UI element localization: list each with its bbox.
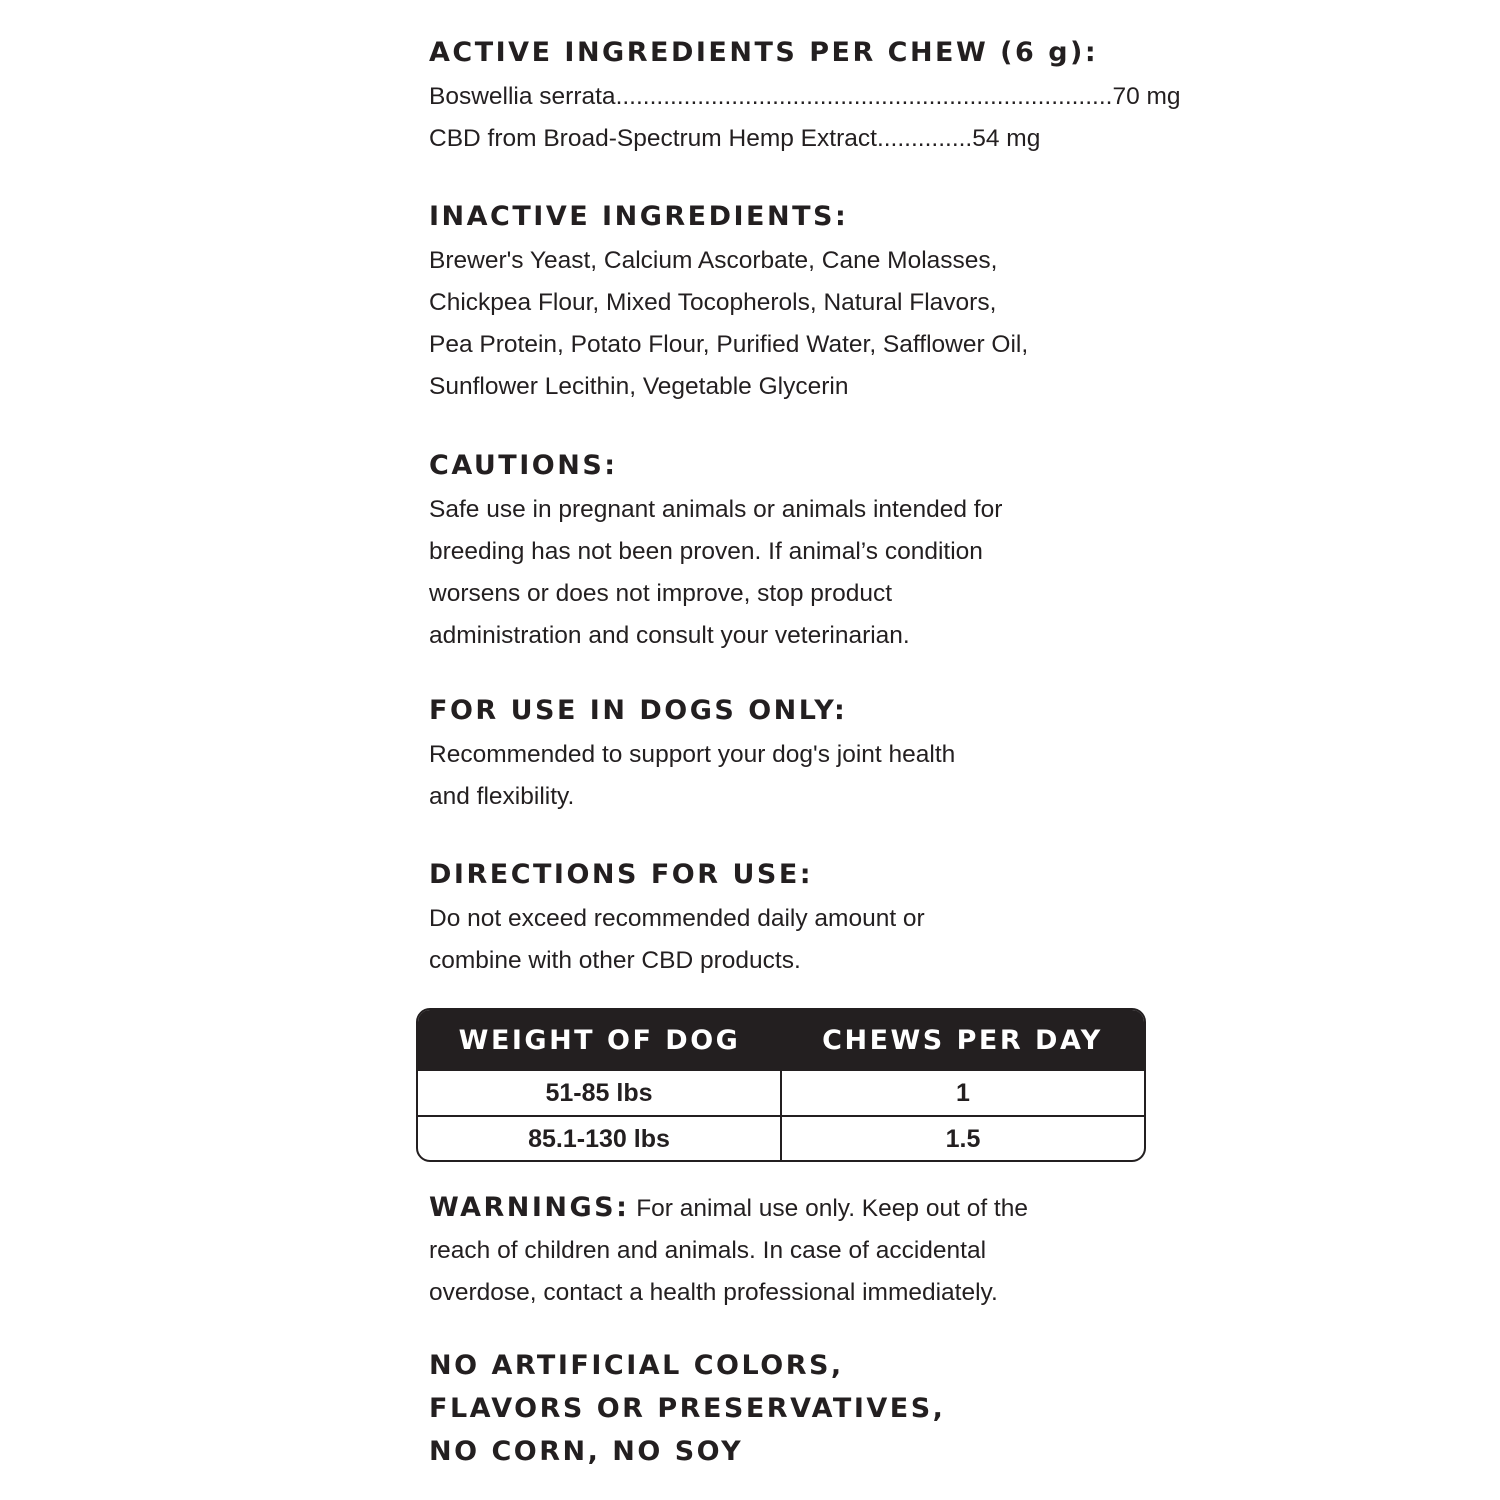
warnings-section (429, 1187, 1149, 1314)
text-line: combine with other CBD products. (429, 947, 801, 974)
directions-text (429, 898, 1149, 982)
active-ingredients-section (429, 33, 1181, 160)
warnings-line: For animal use only. Keep out of the (636, 1195, 1028, 1222)
text-line: Safe use in pregnant animals or animals intended for (429, 496, 1003, 523)
warnings-heading: WARNINGS: (429, 1192, 630, 1223)
column-header-weight: WEIGHT OF DOG (458, 1025, 741, 1056)
text-line (429, 1187, 1149, 1230)
column-header-chews: CHEWS PER DAY (822, 1025, 1103, 1056)
chews-cell: 1 (780, 1071, 1144, 1115)
cautions-section (429, 446, 1149, 657)
text-line: breeding has not been proven. If animal’s condition (429, 538, 983, 565)
text-line: Do not exceed recommended daily amount or (429, 905, 925, 932)
text-line: and flexibility. (429, 783, 575, 810)
claim-line: NO CORN, NO SOY (429, 1436, 744, 1467)
claim-line: FLAVORS OR PRESERVATIVES, (429, 1393, 946, 1424)
ingredient-row (429, 76, 1181, 118)
cautions-heading: CAUTIONS: (429, 450, 618, 481)
leader-dots: ......................................................................... (615, 83, 1113, 110)
dogs-only-text (429, 734, 1149, 818)
text-line: Pea Protein, Potato Flour, Purified Water, Safflower Oil, (429, 331, 1029, 358)
inactive-ingredients-heading: INACTIVE INGREDIENTS: (429, 201, 849, 232)
ingredient-amount: 54 mg (972, 125, 1041, 152)
table-row (418, 1071, 1144, 1115)
weight-cell: 85.1-130 lbs (528, 1124, 670, 1153)
ingredient-row (429, 118, 1149, 160)
dogs-only-section (429, 691, 1149, 818)
claims-section (429, 1344, 1149, 1473)
cautions-text (429, 489, 1149, 657)
inactive-ingredients-section (429, 197, 1149, 408)
warnings-text (429, 1187, 1149, 1314)
text-line: worsens or does not improve, stop product (429, 580, 893, 607)
inactive-ingredients-text (429, 240, 1149, 408)
text-line: reach of children and animals. In case of accidental (429, 1237, 987, 1264)
weight-cell: 51-85 lbs (545, 1078, 653, 1107)
leader-dots: .............. (876, 125, 973, 152)
active-ingredients-heading: ACTIVE INGREDIENTS PER CHEW (6 g): (429, 37, 1099, 68)
ingredient-name: Boswellia serrata (429, 83, 616, 110)
dogs-only-heading: FOR USE IN DOGS ONLY: (429, 695, 848, 726)
text-line: Chickpea Flour, Mixed Tocopherols, Natural Flavors, (429, 289, 997, 316)
text-line: administration and consult your veterinarian. (429, 622, 910, 649)
ingredient-amount: 70 mg (1112, 83, 1181, 110)
dosage-table-header (418, 1010, 1144, 1071)
directions-section (429, 855, 1149, 982)
directions-heading: DIRECTIONS FOR USE: (429, 859, 814, 890)
text-line: overdose, contact a health professional immediately. (429, 1279, 998, 1306)
dosage-table (416, 1008, 1146, 1162)
text-line: Brewer's Yeast, Calcium Ascorbate, Cane Molasses, (429, 247, 998, 274)
text-line: Recommended to support your dog's joint health (429, 741, 956, 768)
ingredient-name: CBD from Broad-Spectrum Hemp Extract (429, 125, 877, 152)
table-row (418, 1115, 1144, 1161)
claim-line: NO ARTIFICIAL COLORS, (429, 1350, 844, 1381)
text-line: Sunflower Lecithin, Vegetable Glycerin (429, 373, 849, 400)
chews-cell: 1.5 (780, 1117, 1144, 1161)
